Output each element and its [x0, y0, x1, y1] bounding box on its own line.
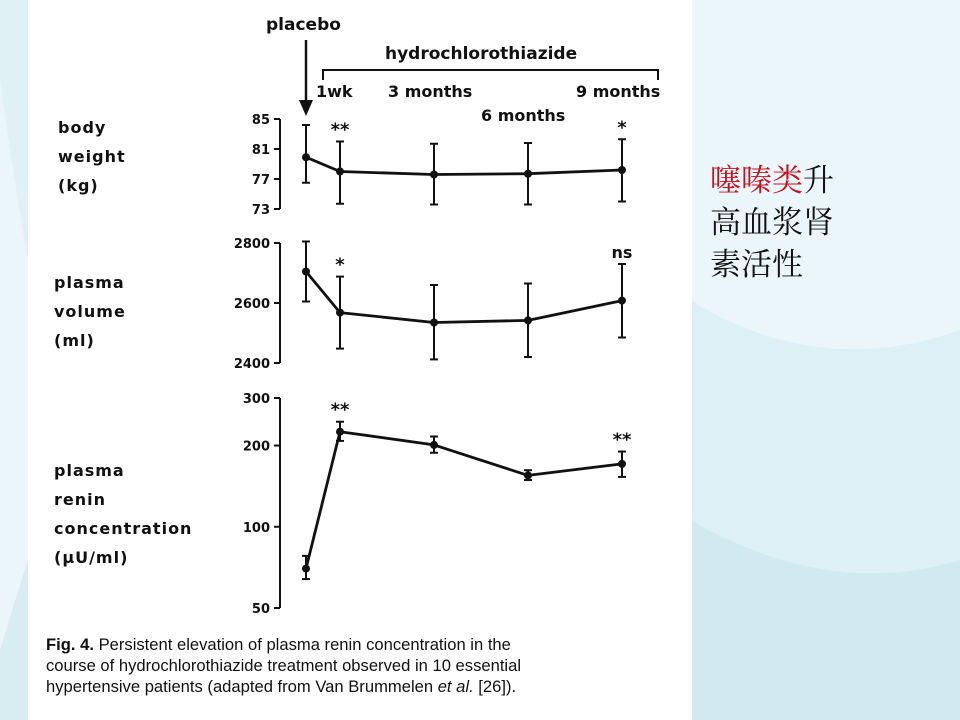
significance-annotation: * — [335, 254, 345, 276]
significance-annotation: ** — [330, 119, 350, 141]
caption-text-3a: hypertensive patients (adapted from Van Brummelen — [46, 677, 438, 696]
treatment-label: hydrochlorothiazide — [385, 44, 578, 64]
data-point — [524, 316, 532, 324]
side-note-text: 升 — [803, 163, 834, 199]
figure-caption — [46, 634, 690, 697]
y-label-plasma-volume — [54, 268, 126, 355]
side-note — [710, 160, 834, 286]
data-point — [336, 309, 344, 317]
data-point — [430, 319, 438, 327]
y-tick-label: 81 — [251, 143, 270, 158]
placebo-arrow-head — [299, 100, 313, 116]
y-label-line: (μU/ml) — [54, 548, 129, 567]
y-tick-label: 85 — [251, 113, 270, 128]
significance-annotation: * — [617, 117, 627, 139]
data-point — [618, 166, 626, 174]
side-note-line-3: 素活性 — [710, 247, 803, 283]
treatment-bracket — [323, 70, 658, 80]
y-tick-label: 2400 — [233, 357, 270, 372]
y-label-line: (ml) — [54, 331, 95, 350]
chart-panels — [234, 113, 633, 617]
y-label-line: weight — [58, 147, 126, 166]
data-point — [524, 170, 532, 178]
significance-annotation: ** — [612, 429, 632, 451]
caption-text-1: Persistent elevation of plasma renin concentration in the — [98, 635, 511, 654]
y-label-line: plasma — [54, 461, 125, 480]
y-label-plasma-renin — [54, 456, 192, 572]
caption-fig-label: Fig. 4. — [46, 635, 94, 654]
data-point — [302, 153, 310, 161]
data-point — [430, 171, 438, 179]
side-note-line-2: 高血浆肾 — [710, 205, 834, 241]
y-tick-label: 300 — [242, 392, 270, 407]
series-line — [306, 157, 622, 174]
y-label-line: body — [58, 118, 107, 137]
side-note-highlight: 噻嗪类 — [710, 163, 803, 199]
y-label-line: (kg) — [58, 176, 99, 195]
series-line — [306, 272, 622, 323]
y-tick-label: 100 — [242, 520, 270, 536]
y-label-body-weight — [58, 113, 126, 200]
y-tick-label: 2600 — [233, 297, 270, 312]
placebo-label: placebo — [266, 15, 341, 35]
figure-panel — [28, 0, 692, 720]
y-label-line: renin — [54, 490, 107, 509]
y-label-line: concentration — [54, 519, 193, 538]
caption-line-1 — [46, 634, 690, 655]
data-point — [524, 471, 532, 479]
data-point — [302, 565, 310, 573]
time-label-6-months: 6 months — [481, 106, 566, 125]
y-tick-label: 200 — [242, 439, 270, 455]
data-point — [430, 441, 438, 449]
time-label-9-months: 9 months — [576, 82, 661, 101]
significance-annotation: ** — [330, 399, 350, 421]
caption-line-3 — [46, 676, 690, 697]
side-note-line-1 — [710, 160, 834, 202]
y-tick-label: 50 — [251, 602, 270, 617]
data-point — [618, 460, 626, 468]
y-label-line: plasma — [54, 273, 125, 292]
data-point — [336, 168, 344, 176]
data-point — [618, 297, 626, 305]
caption-line-2: course of hydrochlorothiazide treatment observed in 10 essential — [46, 656, 522, 675]
y-tick-label: 2800 — [233, 237, 270, 252]
data-point — [302, 268, 310, 276]
time-label-1wk: 1wk — [316, 82, 353, 101]
series-line — [306, 432, 622, 569]
y-tick-label: 73 — [251, 203, 270, 218]
y-label-line: volume — [54, 302, 126, 321]
caption-et-al: et al. — [437, 677, 474, 696]
time-label-3-months: 3 months — [388, 82, 473, 101]
significance-annotation: ns — [611, 243, 633, 262]
caption-text-3b: [26]). — [473, 677, 517, 696]
y-tick-label: 77 — [251, 173, 270, 188]
data-point — [336, 428, 344, 436]
